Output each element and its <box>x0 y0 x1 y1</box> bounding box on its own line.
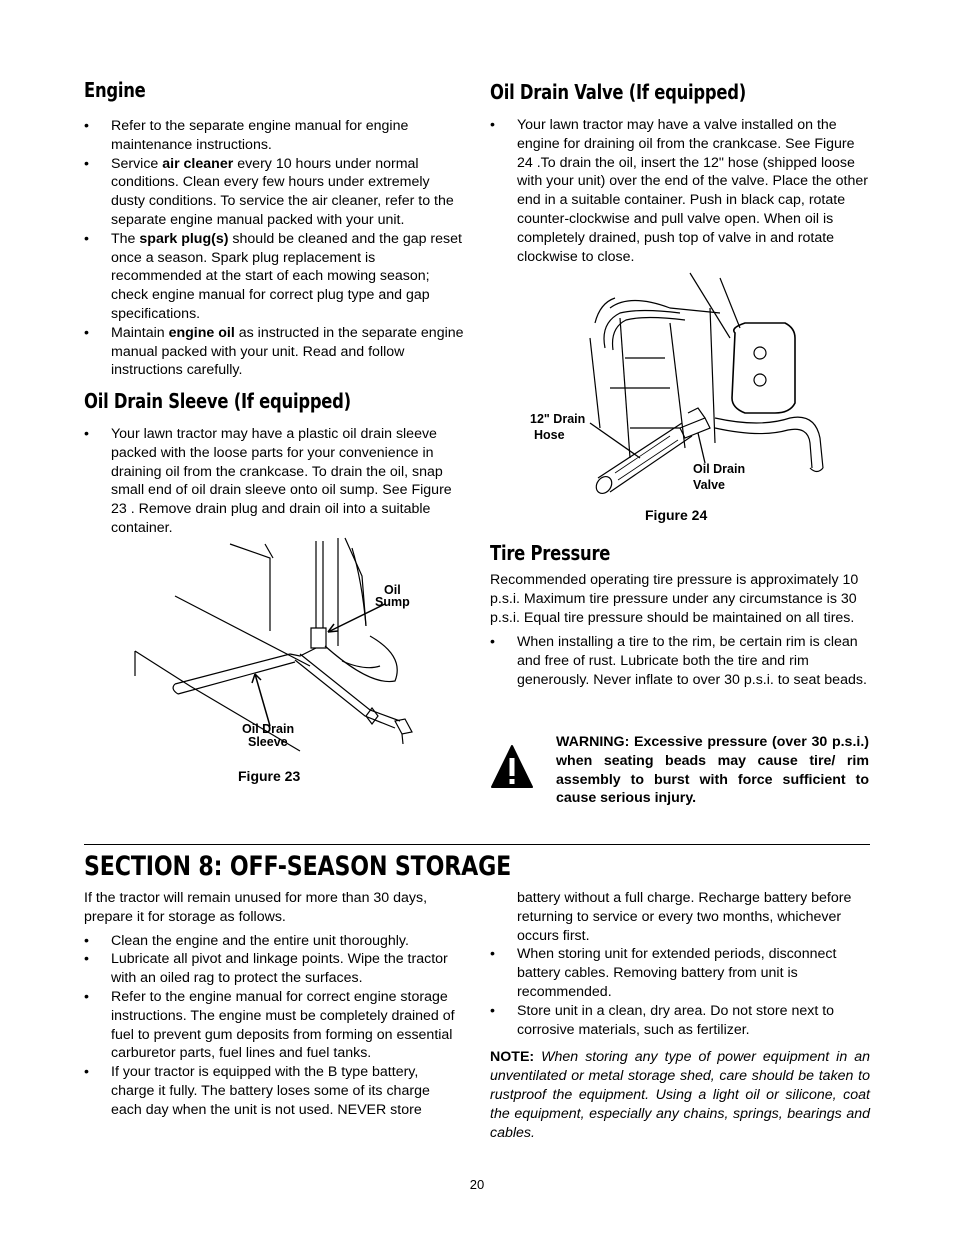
list-item: • Lubricate all pivot and linkage points. Wipe the tractor with an oiled rag to protect the surfaces. <box>84 950 459 988</box>
label-oil-drain-valve-2: Valve <box>693 478 725 492</box>
list-item: • Your lawn tractor may have a valve installed on the engine for draining oil from the crankcase. See Figure 24 .To drain the oil, insert the 12" hose (shipped loose with your unit) over the end of the valve. Place the other end in a suitable container. Push in black cap, rotate counter-clockwise and pull valve open. When oil is completely drained, push top of valve in and rotate clockwise to close. <box>490 116 870 266</box>
oil-drain-sleeve-bullets <box>84 425 464 538</box>
figure-23 <box>130 536 430 766</box>
tire-pressure-heading: Tire Pressure <box>490 541 611 565</box>
list-item: • Store unit in a clean, dry area. Do not store next to corrosive materials, such as fertilizer. <box>490 1002 870 1040</box>
label-oil-drain-valve-1: Oil Drain <box>693 462 746 476</box>
section-divider <box>84 844 870 845</box>
oil-drain-valve-heading: Oil Drain Valve (If equipped) <box>490 80 746 104</box>
storage-left-column <box>84 889 459 1120</box>
warning-icon <box>490 744 534 790</box>
label-drain-hose-1: 12" Drain <box>530 412 586 426</box>
engine-heading: Engine <box>84 78 146 102</box>
storage-bullets-right <box>490 945 870 1039</box>
list-item: • If your tractor is equipped with the B type battery, charge it fully. The battery loses some of its charge each day when the unit is not used. NEVER store <box>84 1063 459 1119</box>
page-number: 20 <box>469 1177 485 1192</box>
list-item: • Your lawn tractor may have a plastic oil drain sleeve packed with the loose parts for your convenience in draining oil from the crankcase. To drain the oil, snap small end of oil drain sleeve onto oil sump. See Figure 23 . Remove drain plug and drain oil into a suitable container. <box>84 425 464 538</box>
engine-bullets <box>84 117 464 380</box>
engine-section <box>84 78 464 380</box>
list-item: • Refer to the separate engine manual for engine maintenance instructions. <box>84 117 464 155</box>
oil-drain-valve-section <box>490 80 870 266</box>
tire-pressure-bullets <box>490 633 870 689</box>
list-item: • Service air cleaner every 10 hours under normal conditions. Clean every few hours under extremely dusty conditions. To service the air cleaner, refer to the separate engine manual packed with your unit. <box>84 155 464 230</box>
list-item: • Maintain engine oil as instructed in the separate engine manual packed with your unit. Read and follow instructions carefully. <box>84 324 464 380</box>
figure-24-caption: Figure 24 <box>645 507 708 523</box>
oil-drain-valve-illustration <box>520 268 840 498</box>
oil-drain-sleeve-section <box>84 389 464 538</box>
oil-drain-valve-bullets <box>490 116 870 266</box>
label-oil-drain-sleeve-1: Oil Drain <box>242 722 295 736</box>
figure-24 <box>520 268 840 498</box>
label-drain-hose-2: Hose <box>534 428 565 442</box>
storage-right-column <box>490 889 870 1142</box>
list-item: • The spark plug(s) should be cleaned and the gap reset once a season. Spark plug replacement is recommended at the start of each mowing season; check engine manual for correct plug type and gap specifications. <box>84 230 464 324</box>
tire-pressure-intro: Recommended operating tire pressure is approximately 10 p.s.i. Maximum tire pressure under any circumstance is 30 p.s.i. Equal tire pressure should be maintained on all tires. <box>490 572 859 626</box>
oil-drain-sleeve-heading: Oil Drain Sleeve (If equipped) <box>84 389 351 413</box>
storage-intro: If the tractor will remain unused for more than 30 days, prepare it for storage as follows. <box>84 890 428 925</box>
storage-note: NOTE: When storing any type of power equipment in an unventilated or metal storage shed, care should be taken to rustproof the equipment. Using a light oil or silicone, coat the equipment, especially any chains, springs, bearings and cables. <box>490 1049 870 1141</box>
list-item: • When installing a tire to the rim, be certain rim is clean and free of rust. Lubricate both the tire and rim generously. Never inflate to over 30 p.s.i. to seat beads. <box>490 633 870 689</box>
warning-text: WARNING: Excessive pressure (over 30 p.s.i.) when seating beads may cause tire/ rim assembly to burst with force sufficient to cause serious injury. <box>556 734 869 807</box>
label-oil-sump-2: Sump <box>375 595 410 609</box>
storage-bullets-left <box>84 932 459 1120</box>
list-item: • Clean the engine and the entire unit thoroughly. <box>84 932 459 951</box>
label-oil-drain-sleeve-2: Sleeve <box>248 735 288 749</box>
list-item: • Refer to the engine manual for correct engine storage instructions. The engine must be completely drained of fuel to prevent gum deposits from forming on essential carburetor parts, fuel lines and fuel tanks. <box>84 988 459 1063</box>
tire-pressure-section <box>490 541 870 690</box>
figure-23-caption: Figure 23 <box>238 768 301 784</box>
list-item: • When storing unit for extended periods, disconnect battery cables. Removing battery from unit is recommended. <box>490 945 870 1001</box>
section-8-heading: SECTION 8: OFF-SEASON STORAGE <box>84 851 512 882</box>
storage-battery-continued: battery without a full charge. Recharge battery before returning to service or every two months, whichever occurs first. <box>517 890 852 944</box>
label-oil-sump-1: Oil <box>384 583 401 597</box>
